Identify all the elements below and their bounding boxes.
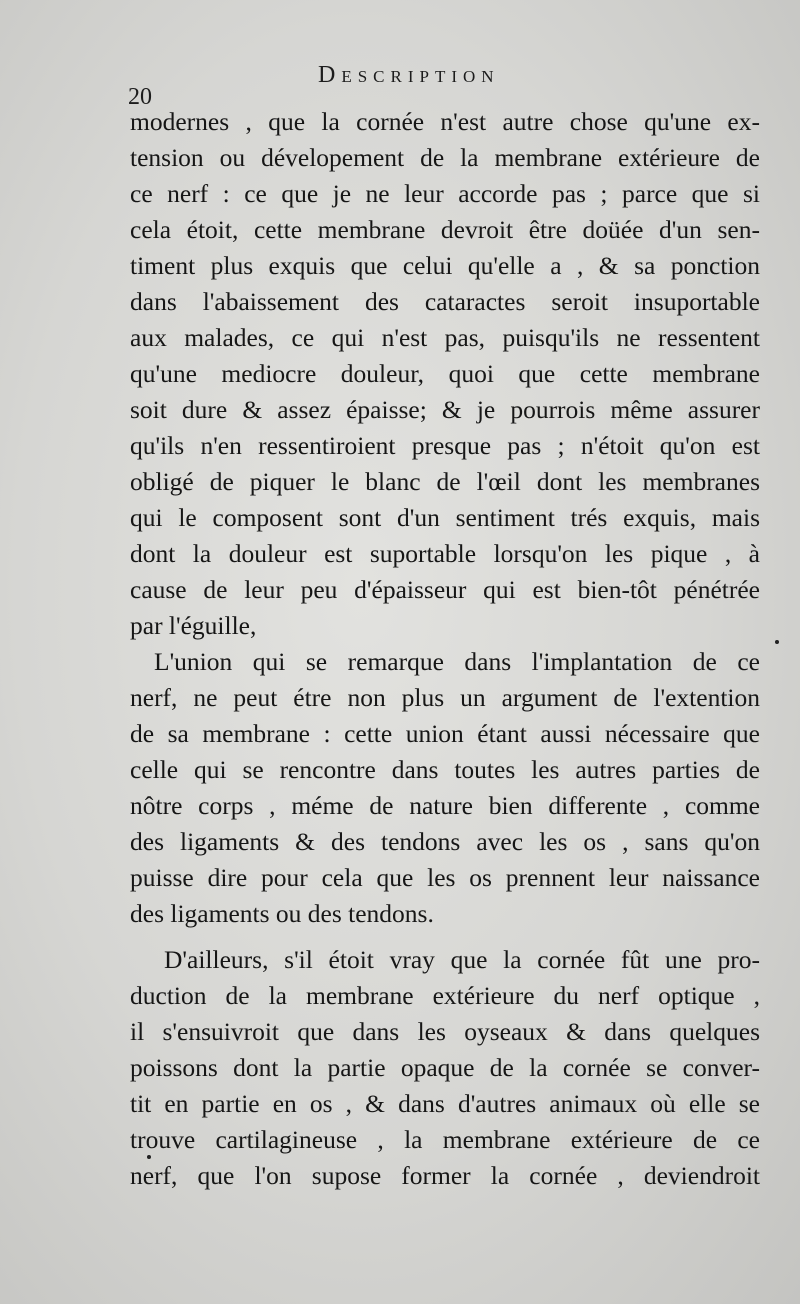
text-line: D'ailleurs, s'il étoit vray que la cornée fût une pro- <box>164 945 760 974</box>
text-line: des ligaments ou des tendons. <box>130 899 434 928</box>
body-text <box>130 104 760 1194</box>
text-line: celle qui se rencontre dans toutes les autres parties de <box>130 755 760 784</box>
text-line: cela étoit, cette membrane devroit être doüée d'un sen- <box>130 215 760 244</box>
text-line: il s'ensuivroit que dans les oyseaux & dans quelques <box>130 1017 760 1046</box>
paragraph-gap <box>130 932 760 942</box>
ink-speck <box>147 1155 151 1159</box>
text-line: puisse dire pour cela que les os prennent leur naissance <box>130 863 760 892</box>
text-line: nerf, que l'on supose former la cornée , deviendroit <box>130 1161 760 1190</box>
text-line: tit en partie en os , & dans d'autres animaux où elle se <box>130 1089 760 1118</box>
text-line: L'union qui se remarque dans l'implantation de ce <box>154 647 760 676</box>
running-head: Description <box>318 62 500 88</box>
text-line: de sa membrane : cette union étant aussi nécessaire que <box>130 719 760 748</box>
page-number: 20 <box>128 84 152 110</box>
text-line: qui le composent sont d'un sentiment trés exquis, mais <box>130 503 760 532</box>
text-line: duction de la membrane extérieure du nerf optique , <box>130 981 760 1010</box>
text-line: dont la douleur est suportable lorsqu'on les pique , à <box>130 539 760 568</box>
text-line: cause de leur peu d'épaisseur qui est bien-tôt pénétrée <box>130 575 760 604</box>
text-line: qu'ils n'en ressentiroient presque pas ; n'étoit qu'on est <box>130 431 760 460</box>
text-line: nerf, ne peut étre non plus un argument de l'extention <box>130 683 760 712</box>
text-line: qu'une mediocre douleur, quoi que cette membrane <box>130 359 760 388</box>
text-line: dans l'abaissement des cataractes seroit insuportable <box>130 287 760 316</box>
paragraph-3 <box>130 942 760 1194</box>
text-line: tension ou dévelopement de la membrane extérieure de <box>130 143 760 172</box>
text-line: obligé de piquer le blanc de l'œil dont les membranes <box>130 467 760 496</box>
text-line: par l'éguille, <box>130 611 257 640</box>
text-line: timent plus exquis que celui qu'elle a , & sa ponction <box>130 251 760 280</box>
paragraph-2 <box>130 644 760 932</box>
ink-speck <box>775 640 779 644</box>
text-line: trouve cartilagineuse , la membrane extérieure de ce <box>130 1125 760 1154</box>
text-line: nôtre corps , méme de nature bien differente , comme <box>130 791 760 820</box>
text-line: poissons dont la partie opaque de la cornée se conver- <box>130 1053 760 1082</box>
text-line: modernes , que la cornée n'est autre chose qu'une ex- <box>130 107 760 136</box>
text-line: aux malades, ce qui n'est pas, puisqu'ils ne ressentent <box>130 323 760 352</box>
text-line: soit dure & assez épaisse; & je pourrois même assurer <box>130 395 760 424</box>
text-line: des ligaments & des tendons avec les os , sans qu'on <box>130 827 760 856</box>
paragraph-1 <box>130 104 760 644</box>
text-line: ce nerf : ce que je ne leur accorde pas ; parce que si <box>130 179 760 208</box>
